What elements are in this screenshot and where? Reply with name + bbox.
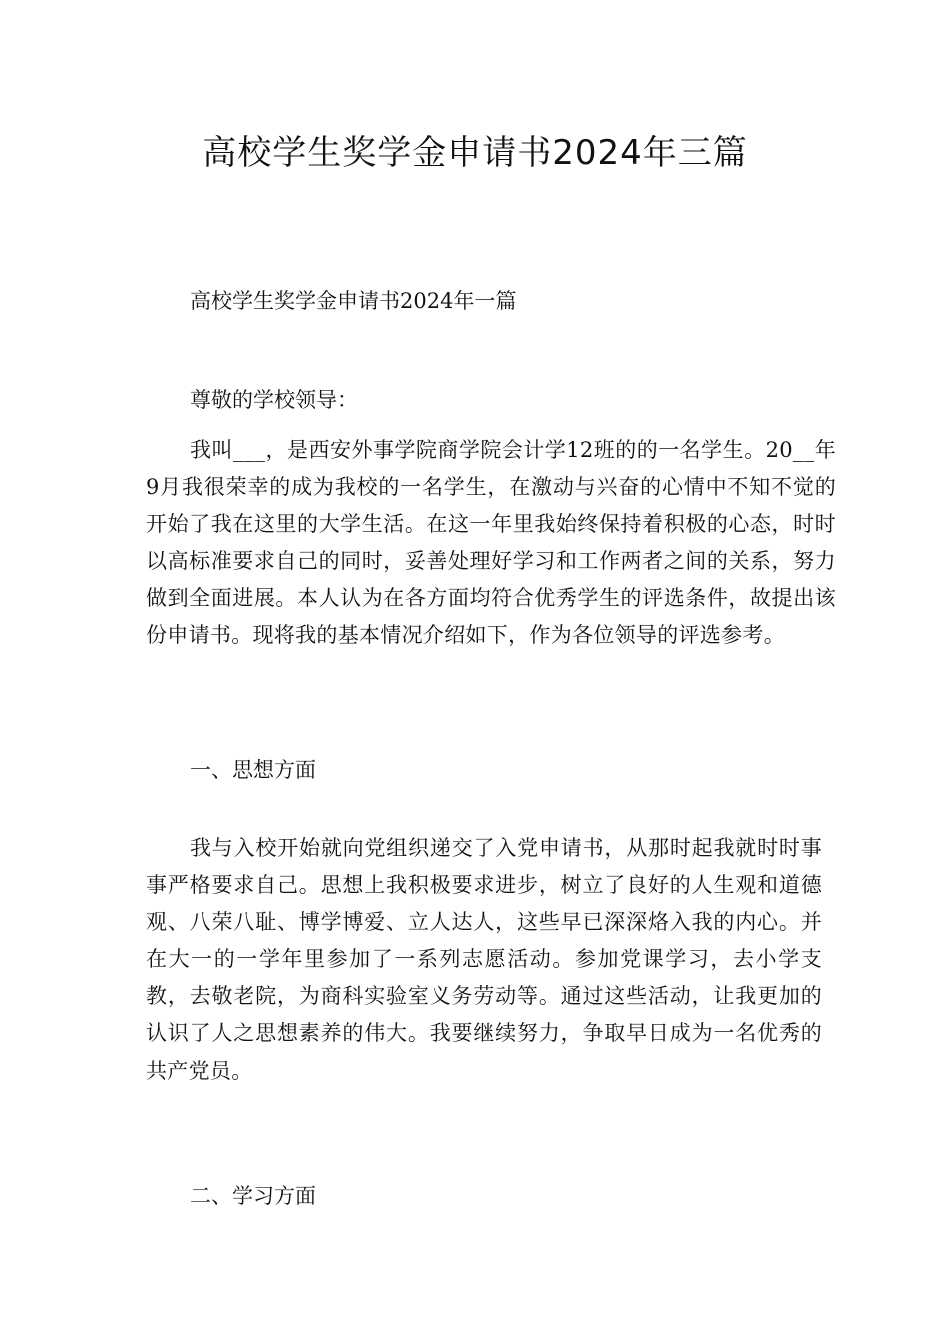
heading-ideology: 一、思想方面	[190, 758, 316, 782]
paragraph-introduction: 我叫___，是西安外事学院商学院会计学12班的的一名学生。20__年9月我很荣幸的成为我校的一名学生，在激动与兴奋的心情中不知不觉的开始了我在这里的大学生活。在这一年里我始终保持着积极的心态，时时以高标准要求自己的同时，妥善处理好学习和工作两者之间的关系，努力做到全面进展。本人认为在各方面均符合优秀学生的评选条件，故提出该份申请书。现将我的基本情况介绍如下，作为各位领导的评选参考。	[146, 438, 836, 648]
document-title: 高校学生奖学金申请书2024年三篇	[202, 133, 748, 173]
heading-study: 二、学习方面	[190, 1184, 316, 1208]
paragraph-ideology: 我与入校开始就向党组织递交了入党申请书，从那时起我就时时事事严格要求自己。思想上我积极要求进步，树立了良好的人生观和道德观、八荣八耻、博学博爱、立人达人，这些早已深深烙入我的内心。并在大一的一学年里参加了一系列志愿活动。参加党课学习，去小学支教，去敬老院，为商科实验室义务劳动等。通过这些活动，让我更加的认识了人之思想素养的伟大。我要继续努力，争取早日成为一名优秀的共产党员。	[146, 836, 822, 1083]
section-subtitle: 高校学生奖学金申请书2024年一篇	[190, 289, 517, 313]
salutation: 尊敬的学校领导：	[190, 388, 358, 412]
